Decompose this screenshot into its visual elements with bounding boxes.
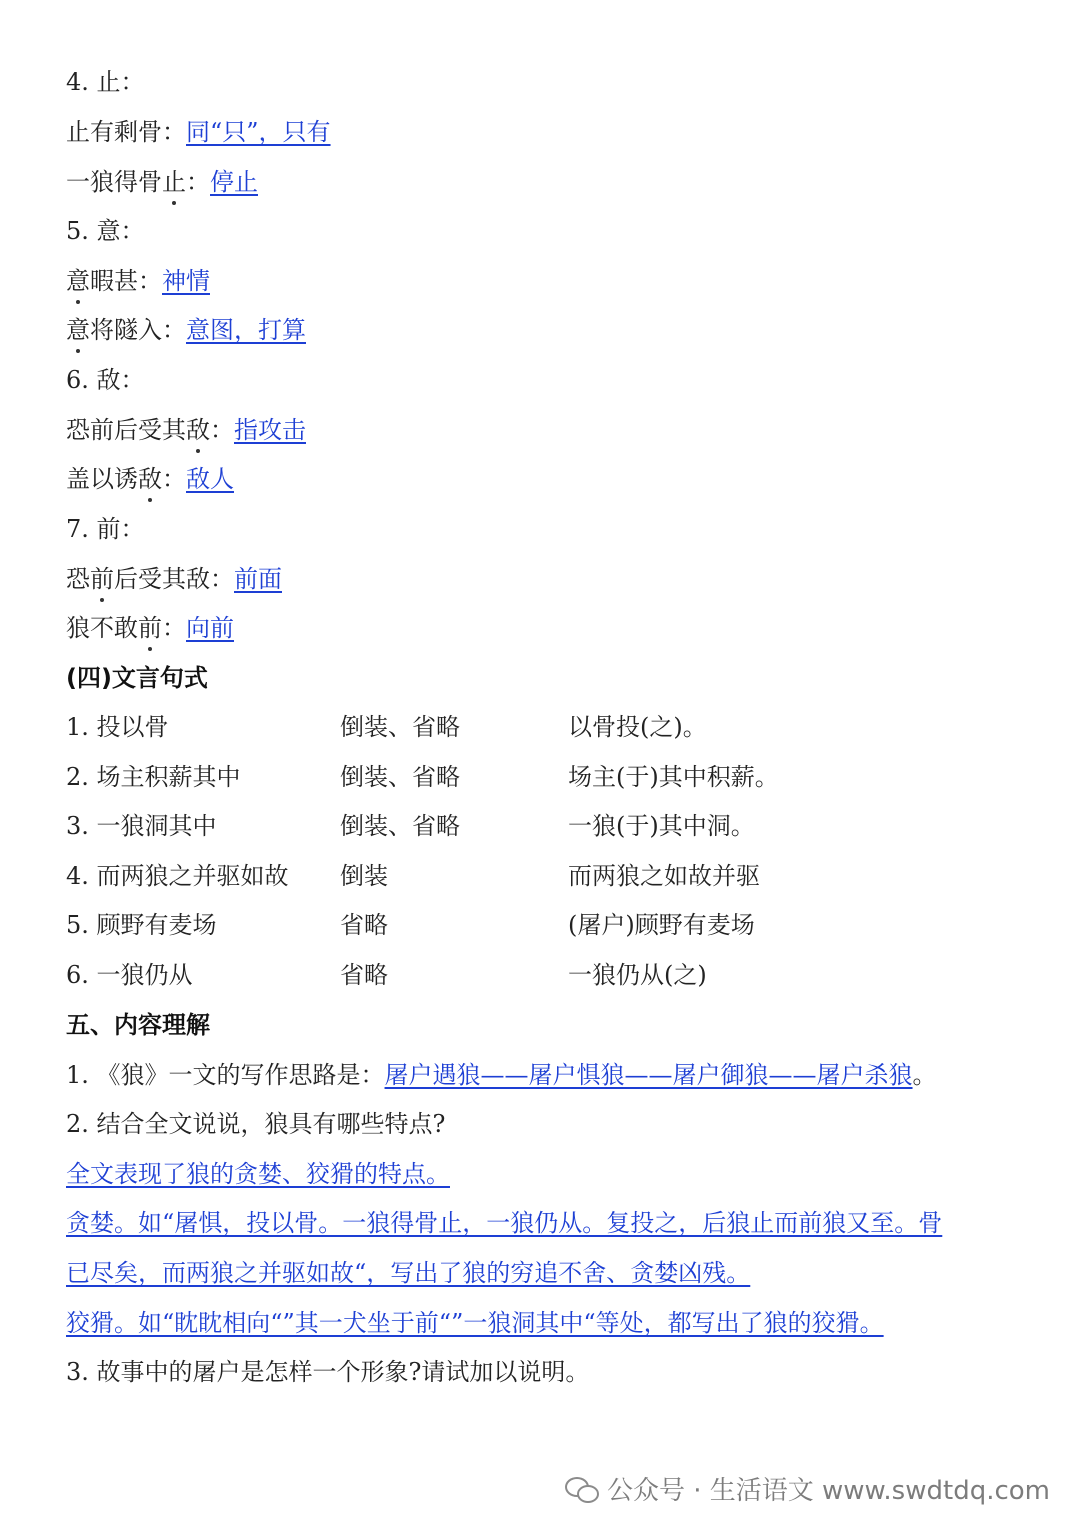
emphasis-char: 敌 [186,413,210,447]
watermark [565,1470,1050,1507]
question-1 [66,1058,937,1092]
syntax-sentence: 2. 场主积薪其中 [66,763,241,791]
syntax-rewrite: (屠户)顾野有麦场 [568,911,755,939]
yi-example-1 [66,264,210,298]
answer-text: 屠户遇狼——屠户惧狼——屠户御狼——屠户杀狼 [384,1061,913,1089]
syntax-type: 倒装、省略 [340,763,460,791]
syntax-type: 省略 [340,911,388,939]
answer-text: 神情 [162,267,210,295]
question-text: 1. 《狼》一文的写作思路是： [66,1061,385,1089]
answer-text: 停止 [210,168,258,196]
item-4-label: 4. 止： [66,68,145,96]
item-6-label: 6. 敌： [66,366,145,394]
wechat-icon [565,1475,599,1503]
item-6-heading [66,363,145,397]
syntax-type: 倒装、省略 [340,713,460,741]
syntax-sentence: 6. 一狼仍从 [66,961,193,989]
example-text: 恐 [66,565,90,593]
answer-text: 向前 [186,614,234,642]
example-text: 暇甚： [90,267,162,295]
section-4-title: (四)文言句式 [66,664,208,692]
example-text: 恐前后受其 [66,416,186,444]
emphasis-char: 敌 [138,462,162,496]
syntax-sentence: 3. 一狼洞其中 [66,812,217,840]
question-2 [66,1107,445,1141]
colon: ： [162,614,186,642]
answer-line-1: 全文表现了狼的贪婪、狡猾的特点。 [66,1160,450,1188]
zhi-example-1 [66,115,331,149]
syntax-rewrite: 一狼仍从(之) [568,961,707,989]
colon: ： [186,168,210,196]
syntax-rewrite: 以骨投(之)。 [568,713,707,741]
example-text: 狼不敢 [66,614,138,642]
syntax-rewrite: 而两狼之如故并驱 [568,862,760,890]
emphasis-char: 意 [66,313,90,347]
syntax-sentence: 4. 而两狼之并驱如故 [66,862,289,890]
item-7-label: 7. 前： [66,515,145,543]
watermark-text: 公众号 · 生活语文 www.swdtdq.com [606,1476,1050,1506]
answer-text: 同“只”，只有 [186,118,331,146]
syntax-type: 省略 [340,961,388,989]
answer-line-2: 贪婪。如“屠惧，投以骨。一狼得骨止，一狼仍从。复投之，后狼止而前狼又至。骨 [66,1209,943,1237]
syntax-sentence: 1. 投以骨 [66,713,169,741]
answer-text: 指攻击 [234,416,306,444]
item-5-label: 5. 意： [66,217,145,245]
answer-text: 敌人 [186,465,234,493]
example-text: 后受其敌： [114,565,234,593]
colon: ： [210,416,234,444]
qian-example-1 [66,562,282,596]
emphasis-char: 止 [162,165,186,199]
syntax-type: 倒装、省略 [340,812,460,840]
emphasis-char: 前 [138,611,162,645]
item-4-heading [66,65,145,99]
question-text: 3. 故事中的屠户是怎样一个形象?请试加以说明。 [66,1358,590,1386]
example-text: 盖以诱 [66,465,138,493]
di-example-2 [66,462,234,496]
question-text: 2. 结合全文说说，狼具有哪些特点? [66,1110,446,1138]
syntax-rewrite: 场主(于)其中积薪。 [568,763,779,791]
qian-example-2 [66,611,234,645]
example-text: 将隧入： [90,316,186,344]
example-text: 止有剩骨： [66,118,186,146]
emphasis-char: 意 [66,264,90,298]
answer-text: 前面 [234,565,282,593]
di-example-1 [66,413,306,447]
colon: ： [162,465,186,493]
answer-line-3: 已尽矣，而两狼之并驱如故“，写出了狼的穷追不舍、贪婪凶残。 [66,1259,751,1287]
zhi-example-2 [66,165,258,199]
yi-example-2 [66,313,306,347]
question-3 [66,1355,589,1389]
example-text: 一狼得骨 [66,168,162,196]
answer-text: 意图，打算 [186,316,306,344]
section-5-title: 五、内容理解 [66,1011,210,1039]
emphasis-char: 前 [90,562,114,596]
item-5-heading [66,214,145,248]
syntax-sentence: 5. 顾野有麦场 [66,911,217,939]
syntax-rewrite: 一狼(于)其中洞。 [568,812,755,840]
period: 。 [912,1061,937,1089]
syntax-type: 倒装 [340,862,388,890]
answer-line-4: 狡猾。如“眈眈相向“”其一犬坐于前“”一狼洞其中“等处，都写出了狼的狡猾。 [66,1309,884,1337]
item-7-heading [66,512,145,546]
